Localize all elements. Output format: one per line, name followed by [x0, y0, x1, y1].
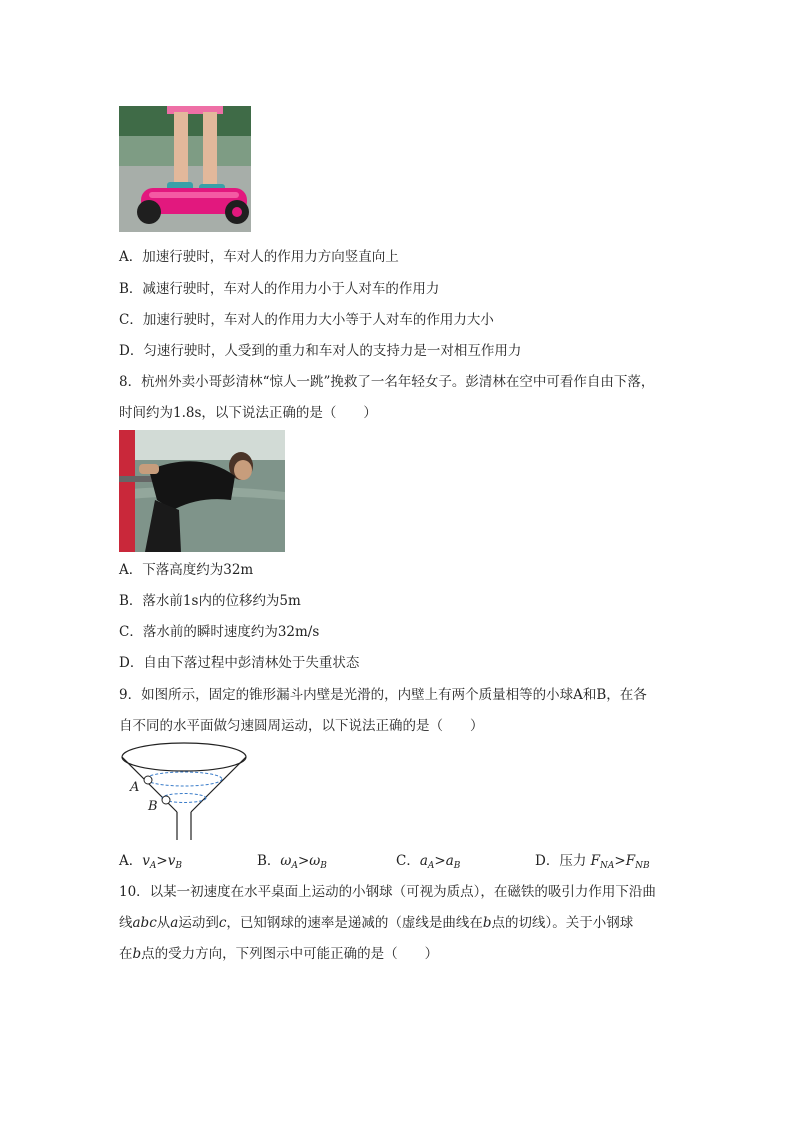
q8-option-c: C．落水前的瞬时速度约为32m/s	[119, 624, 320, 640]
q8-option-b: B．落水前1s内的位移约为5m	[119, 593, 301, 609]
q7-option-c: C．加速行驶时，车对人的作用力大小等于人对车的作用力大小	[119, 312, 494, 328]
funnel-diagram	[119, 740, 249, 844]
q7-option-d: D．匀速行驶时，人受到的重力和车对人的支持力是一对相互作用力	[119, 343, 522, 359]
q8-stem-line1: 8．杭州外卖小哥彭清林“惊人一跳”挽救了一名年轻女子。彭清林在空中可看作自由下落，	[119, 374, 655, 390]
q8-option-a: A．下落高度约为32m	[119, 562, 254, 578]
jumping-man-photo	[119, 430, 285, 552]
q7-option-b: B．减速行驶时，车对人的作用力小于人对车的作用力	[119, 281, 440, 297]
q8-option-d: D．自由下落过程中彭清林处于失重状态	[119, 655, 360, 671]
q7-option-a: A．加速行驶时，车对人的作用力方向竖直向上	[119, 249, 399, 265]
hoverboard-photo	[119, 106, 251, 232]
q10-stem-line1: 10．以某一初速度在水平桌面上运动的小钢球（可视为质点），在磁铁的吸引力作用下沿曲	[119, 884, 656, 900]
q9-option-a: A．$v_A>v_B$	[119, 853, 182, 871]
q9-stem-line2: 自不同的水平面做匀速圆周运动，以下说法正确的是（ ）	[119, 718, 484, 734]
q9-stem-line1: 9．如图所示，固定的锥形漏斗内壁是光滑的，内壁上有两个质量相等的小球A和B，在各	[119, 687, 647, 703]
q9-option-c: C．$a_A>a_B$	[396, 853, 461, 871]
q10-stem-line2: 线abc从a运动到c，已知钢球的速率是递减的（虚线是曲线在b点的切线）。关于小钢球	[119, 915, 634, 931]
ball-a-label: A	[130, 780, 140, 795]
ball-b-label: B	[148, 799, 158, 814]
q10-stem-line3: 在b点的受力方向，下列图示中可能正确的是（ ）	[119, 946, 439, 962]
q9-option-d: D．压力 $F_{NA}>F_{NB}$	[535, 853, 650, 871]
q9-option-b: B．$\omega_A>\omega_B$	[257, 853, 327, 871]
q8-stem-line2: 时间约为1.8s，以下说法正确的是（ ）	[119, 405, 377, 421]
